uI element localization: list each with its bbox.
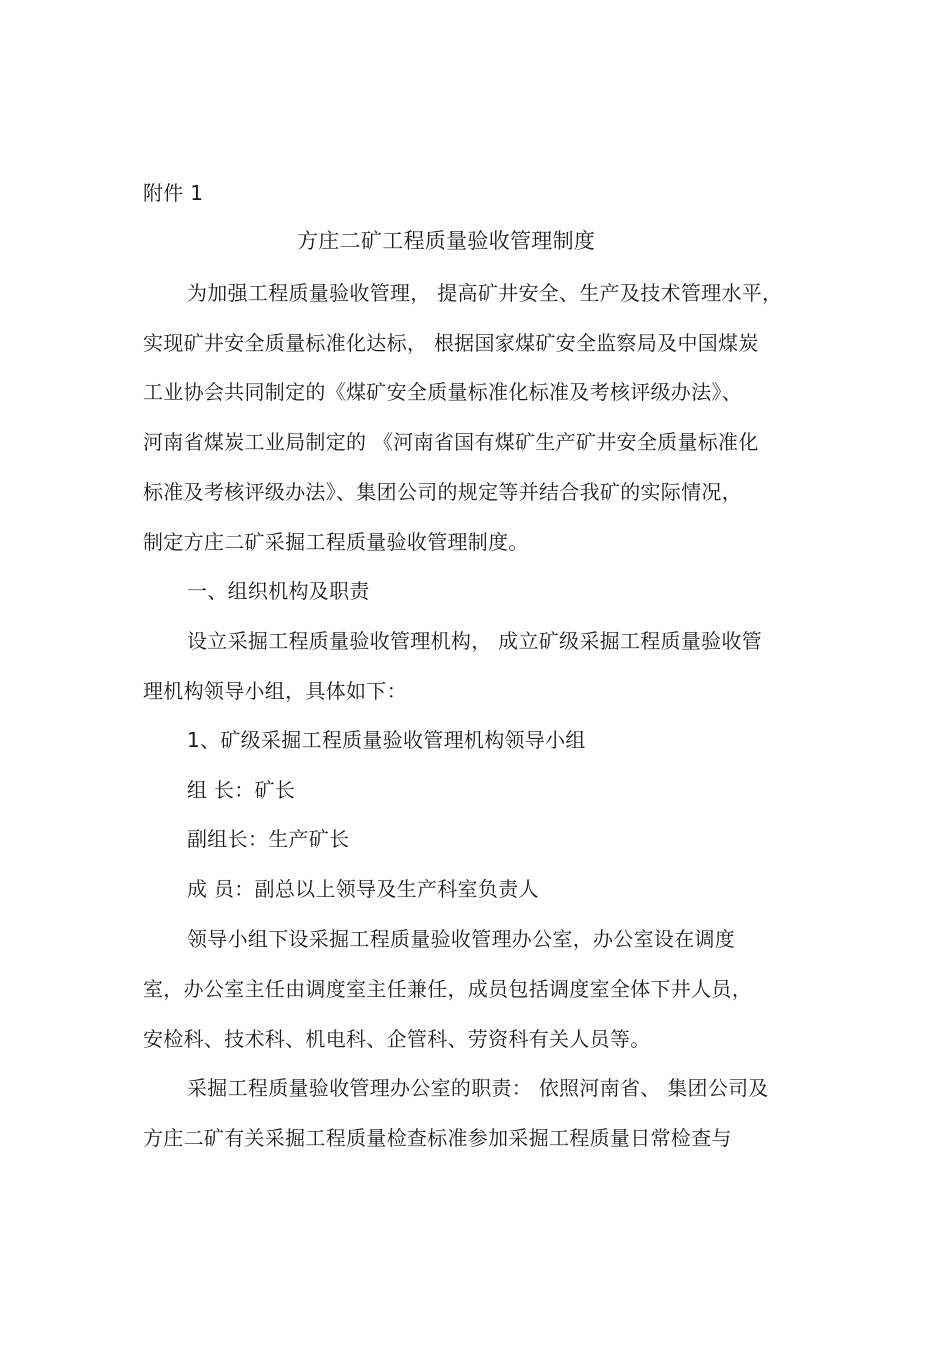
subsection-heading: 1、矿级采掘工程质量验收管理机构领导小组 <box>187 728 586 752</box>
member-line: 组 长：矿长 <box>187 778 296 802</box>
paragraph-line: 工业协会共同制定的《煤矿安全质量标准化标准及考核评级办法》、 <box>143 380 742 404</box>
paragraph-line: 采掘工程质量验收管理办公室的职责： 依照河南省、 集团公司及 <box>187 1076 769 1100</box>
paragraph-line: 制定方庄二矿采掘工程质量验收管理制度。 <box>143 530 529 554</box>
paragraph-line: 设立采掘工程质量验收管理机构， 成立矿级采掘工程质量验收管 <box>187 629 763 653</box>
paragraph-line: 方庄二矿有关采掘工程质量检查标准参加采掘工程质量日常检查与 <box>143 1126 732 1150</box>
member-line: 副组长：生产矿长 <box>187 827 350 851</box>
document-title: 方庄二矿工程质量验收管理制度 <box>297 229 596 253</box>
section-heading: 一、组织机构及职责 <box>187 579 370 603</box>
paragraph-line: 实现矿井安全质量标准化达标， 根据国家煤矿安全监察局及中国煤炭 <box>143 331 759 355</box>
paragraph-line: 河南省煤炭工业局制定的 《河南省国有煤矿生产矿井安全质量标准化 <box>143 430 759 454</box>
paragraph-line: 室，办公室主任由调度室主任兼任，成员包括调度室全体下井人员， <box>143 977 752 1001</box>
paragraph-line: 领导小组下设采掘工程质量验收管理办公室，办公室设在调度 <box>187 927 736 951</box>
paragraph-line: 为加强工程质量验收管理， 提高矿井安全、生产及技术管理水平， <box>187 281 783 305</box>
paragraph-line: 标准及考核评级办法》、集团公司的规定等并结合我矿的实际情况， <box>143 480 742 504</box>
paragraph-line: 理机构领导小组，具体如下： <box>143 679 407 703</box>
attachment-label: 附件 1 <box>143 181 204 205</box>
paragraph-line: 安检科、技术科、机电科、企管科、劳资科有关人员等。 <box>143 1027 651 1051</box>
member-line: 成 员：副总以上领导及生产科室负责人 <box>187 877 539 901</box>
